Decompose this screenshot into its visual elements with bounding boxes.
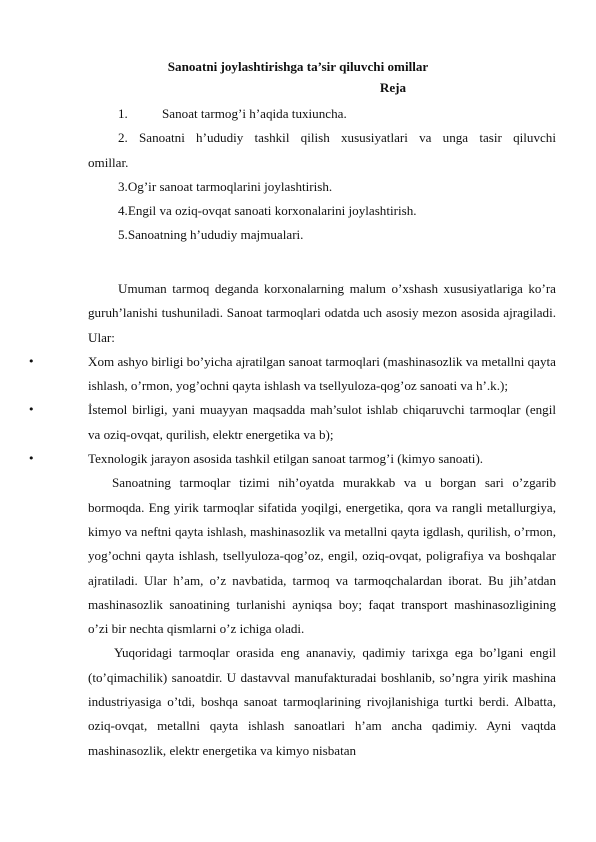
criteria-item [28,350,556,399]
criteria-list [28,350,556,471]
body-paragraph: Sanoatning tarmoqlar tizimi nih’oyatda murakkab va u borgan sari o’zgarib bormoqda. Eng yirik tarmoqlar sifatida yoqilgi, energetika, qora va rangli metallurgiya, kimyo va neftni qayta ishlash, mashinasozlik va metallni qayta igdlash, qurilish, o’rmon, yog’ochni qayta ishlash, tsellyuloza-qog’oz, engil, oziq-ovqat, poligrafiya va boshqalar ajratiladi. Ular h’am, o’z navbatida, tarmoq va tarmoqchalardan iborat. Bu jih’atdan mashinasozlik sanoatining turlanishi ayniqsa boy; faqat transport mashinasozligining o’zi bir nechta qismlarni o’z ichiga oladi. [88,475,556,637]
plan-item: 2. Sanoatni h’ududiy tashkil qilish xususiyatlari va unga tasir qiluvchi [118,130,556,146]
criteria-item [28,447,556,471]
criteria-item-text: Xom ashyo birligi bo’yicha ajratilgan sanoat tarmoqlari (mashinasozlik va metallni qayta ishlash, o’rmon, yog’ochni qayta ishlash va tsellyuloza-qog’oz sanoati va h’.k.); [88,353,556,394]
plan-item-number: 1. [118,106,128,121]
intro-paragraph: Umuman tarmoq deganda korxonalarning malum o’xshash xususiyatlariga ko’ra guruh’lanishi tushuniladi. Sanoat tarmoqlari odatda uch asosiy mezon asosida ajragiladi. Ular: [88,281,556,345]
criteria-item-text: İstemol birligi, yani muayyan maqsadda mah’sulot ishlab chiqaruvchi tarmoqlar (engil va oziq-ovqat, qurilish, elektr energetika va b); [88,402,556,442]
bullet-icon: • [28,452,35,466]
plan-list [88,102,556,248]
plan-item-text: Sanoat tarmog’i h’aqida tuxiuncha. [162,106,347,121]
plan-item: 5.Sanoatning h’ududiy majmualari. [118,227,304,243]
document-title: Sanoatni joylashtirishga ta’sir qiluvchi omillar [167,59,429,74]
body-paragraph: Yuqoridagi tarmoqlar orasida eng ananaviy, qadimiy tarixga ega bo’lgani engil (to’qimachilik) sanoatdir. U dastavval manufakturadai boshlanib, so’ngra yirik mashina industriyasiga o’tdi, boshqa sanoat tarmoqlarining rivojlanishiga turtki berdi. Albatta, oziq-ovqat, metallni qayta ishlash sanoatlari h’am ancha qadimiy. Ayni vaqtda mashinasozlik, elektr energetika va kimyo nisbatan [88,645,556,758]
bullet-icon: • [28,403,35,417]
plan-item [88,102,556,126]
document-body [28,277,556,763]
plan-item-continuation: omillar. [88,154,129,170]
plan-item: 3.Og’ir sanoat tarmoqlarini joylashtirish. [118,178,333,194]
criteria-item-text: Texnologik jarayon asosida tashkil etilgan sanoat tarmog’i (kimyo sanoati). [88,451,484,467]
bullet-icon: • [28,354,35,368]
plan-item: 4.Engil va oziq-ovqat sanoati korxonalarini joylashtirish. [118,203,417,219]
criteria-item [28,398,556,447]
plan-heading: Reja [379,80,407,95]
